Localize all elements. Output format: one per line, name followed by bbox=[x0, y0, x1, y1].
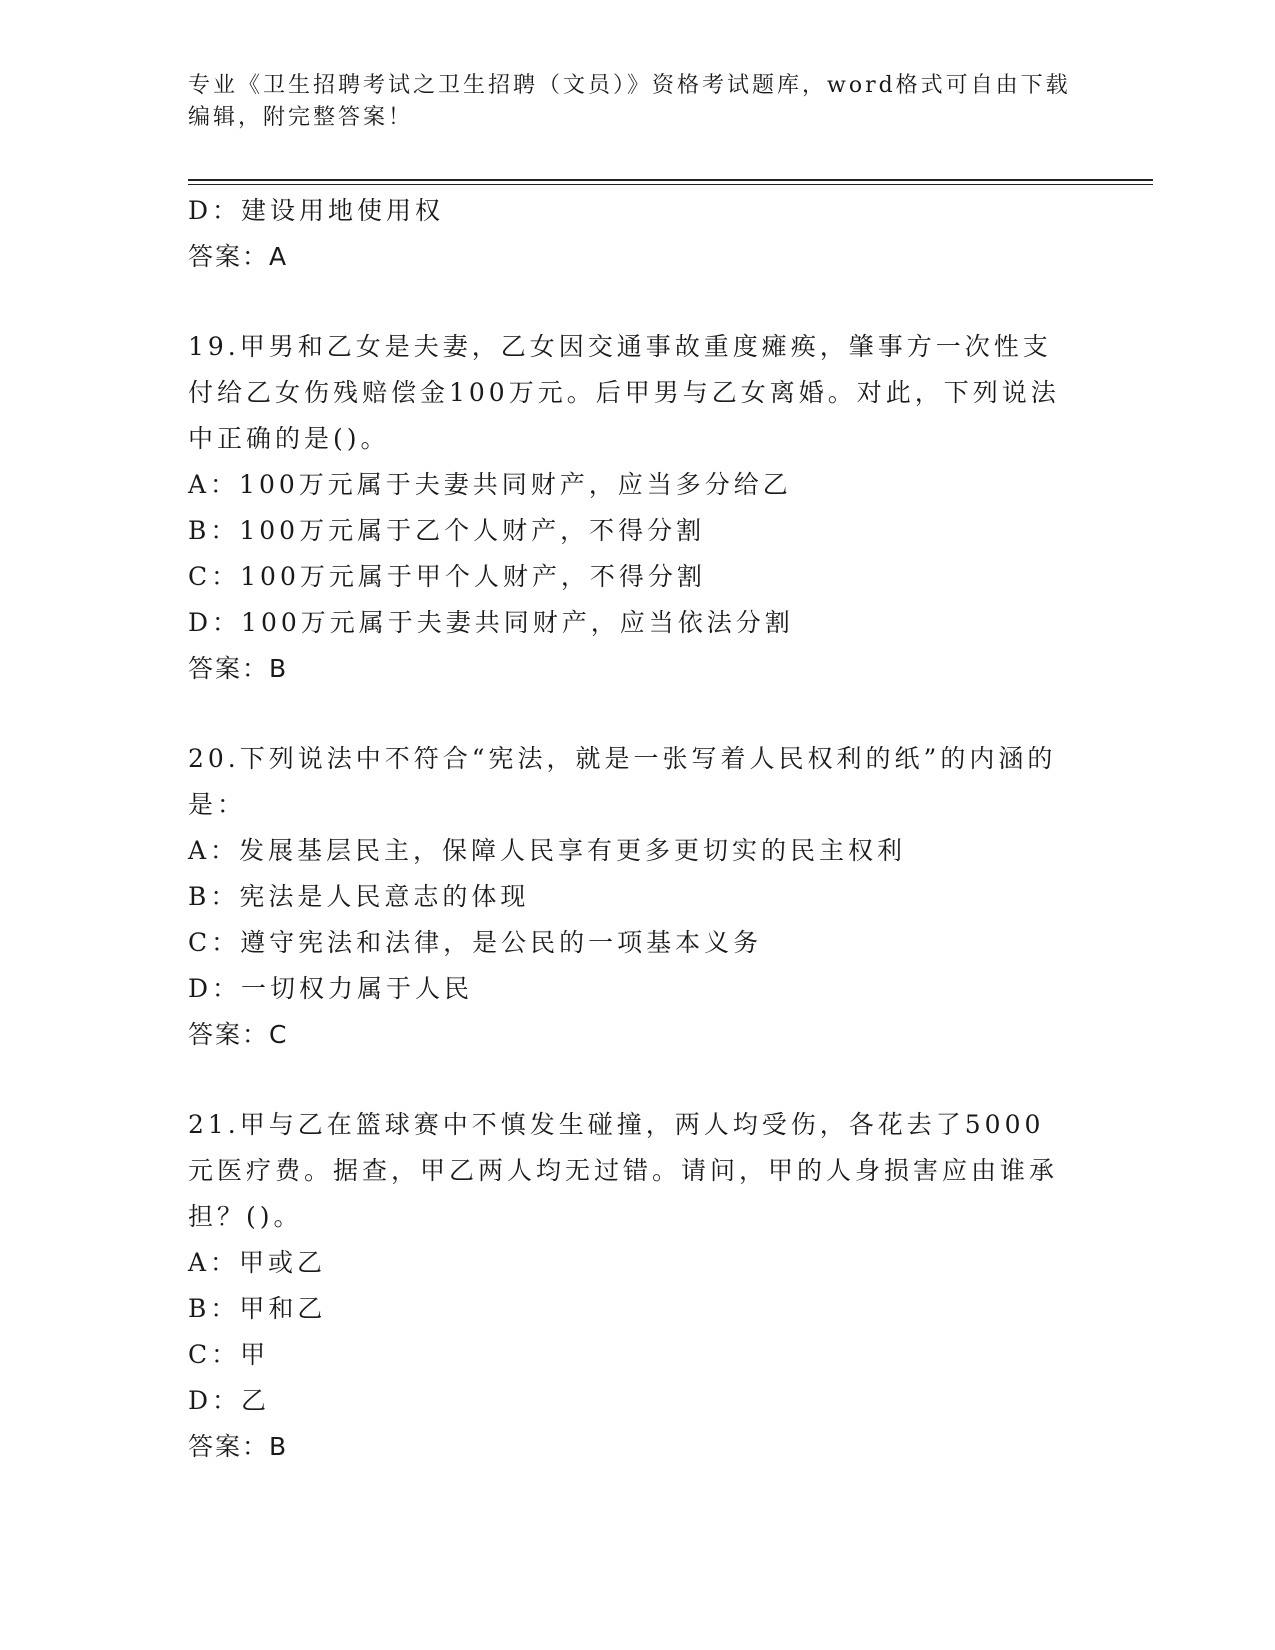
header-divider-thin bbox=[188, 184, 1153, 185]
question-21 bbox=[188, 1102, 1088, 1470]
question-20 bbox=[188, 736, 1088, 1058]
header-divider-thick bbox=[188, 179, 1153, 181]
previous-question-tail bbox=[188, 188, 1088, 280]
option-d: D：乙 bbox=[188, 1386, 271, 1415]
question-stem: 19.甲男和乙女是夫妻，乙女因交通事故重度瘫痪，肇事方一次性支付给乙女伤残赔偿金100万元。后甲男与乙女离婚。对此，下列说法中正确的是()。 bbox=[188, 332, 1060, 453]
option-a: A：甲或乙 bbox=[188, 1248, 327, 1277]
option-b: B：100万元属于乙个人财产，不得分割 bbox=[188, 516, 706, 545]
option-d: D：一切权力属于人民 bbox=[188, 974, 474, 1003]
option-d: D：100万元属于夫妻共同财产，应当依法分割 bbox=[188, 608, 794, 637]
question-19 bbox=[188, 324, 1088, 692]
document-body bbox=[188, 188, 1088, 1470]
document-header: 专业《卫生招聘考试之卫生招聘（文员）》资格考试题库，word格式可自由下载编辑，附完整答案！ bbox=[188, 73, 1071, 130]
question-stem: 20.下列说法中不符合“宪法，就是一张写着人民权利的纸”的内涵的是： bbox=[188, 744, 1057, 819]
answer: 答案：B bbox=[188, 1432, 289, 1461]
option-c: C：100万元属于甲个人财产，不得分割 bbox=[188, 562, 706, 591]
answer: 答案：A bbox=[188, 242, 289, 271]
option-d: D：建设用地使用权 bbox=[188, 196, 445, 225]
answer: 答案：B bbox=[188, 654, 289, 683]
answer: 答案：C bbox=[188, 1020, 289, 1049]
option-b: B：宪法是人民意志的体现 bbox=[188, 882, 530, 911]
option-c: C：甲 bbox=[188, 1340, 270, 1369]
option-a: A：发展基层民主，保障人民享有更多更切实的民主权利 bbox=[188, 836, 907, 865]
option-c: C：遵守宪法和法律，是公民的一项基本义务 bbox=[188, 928, 763, 957]
option-a: A：100万元属于夫妻共同财产，应当多分给乙 bbox=[188, 470, 792, 499]
option-b: B：甲和乙 bbox=[188, 1294, 327, 1323]
question-stem: 21.甲与乙在篮球赛中不慎发生碰撞，两人均受伤，各花去了5000元医疗费。据查，甲乙两人均无过错。请问，甲的人身损害应由谁承担？()。 bbox=[188, 1110, 1059, 1231]
